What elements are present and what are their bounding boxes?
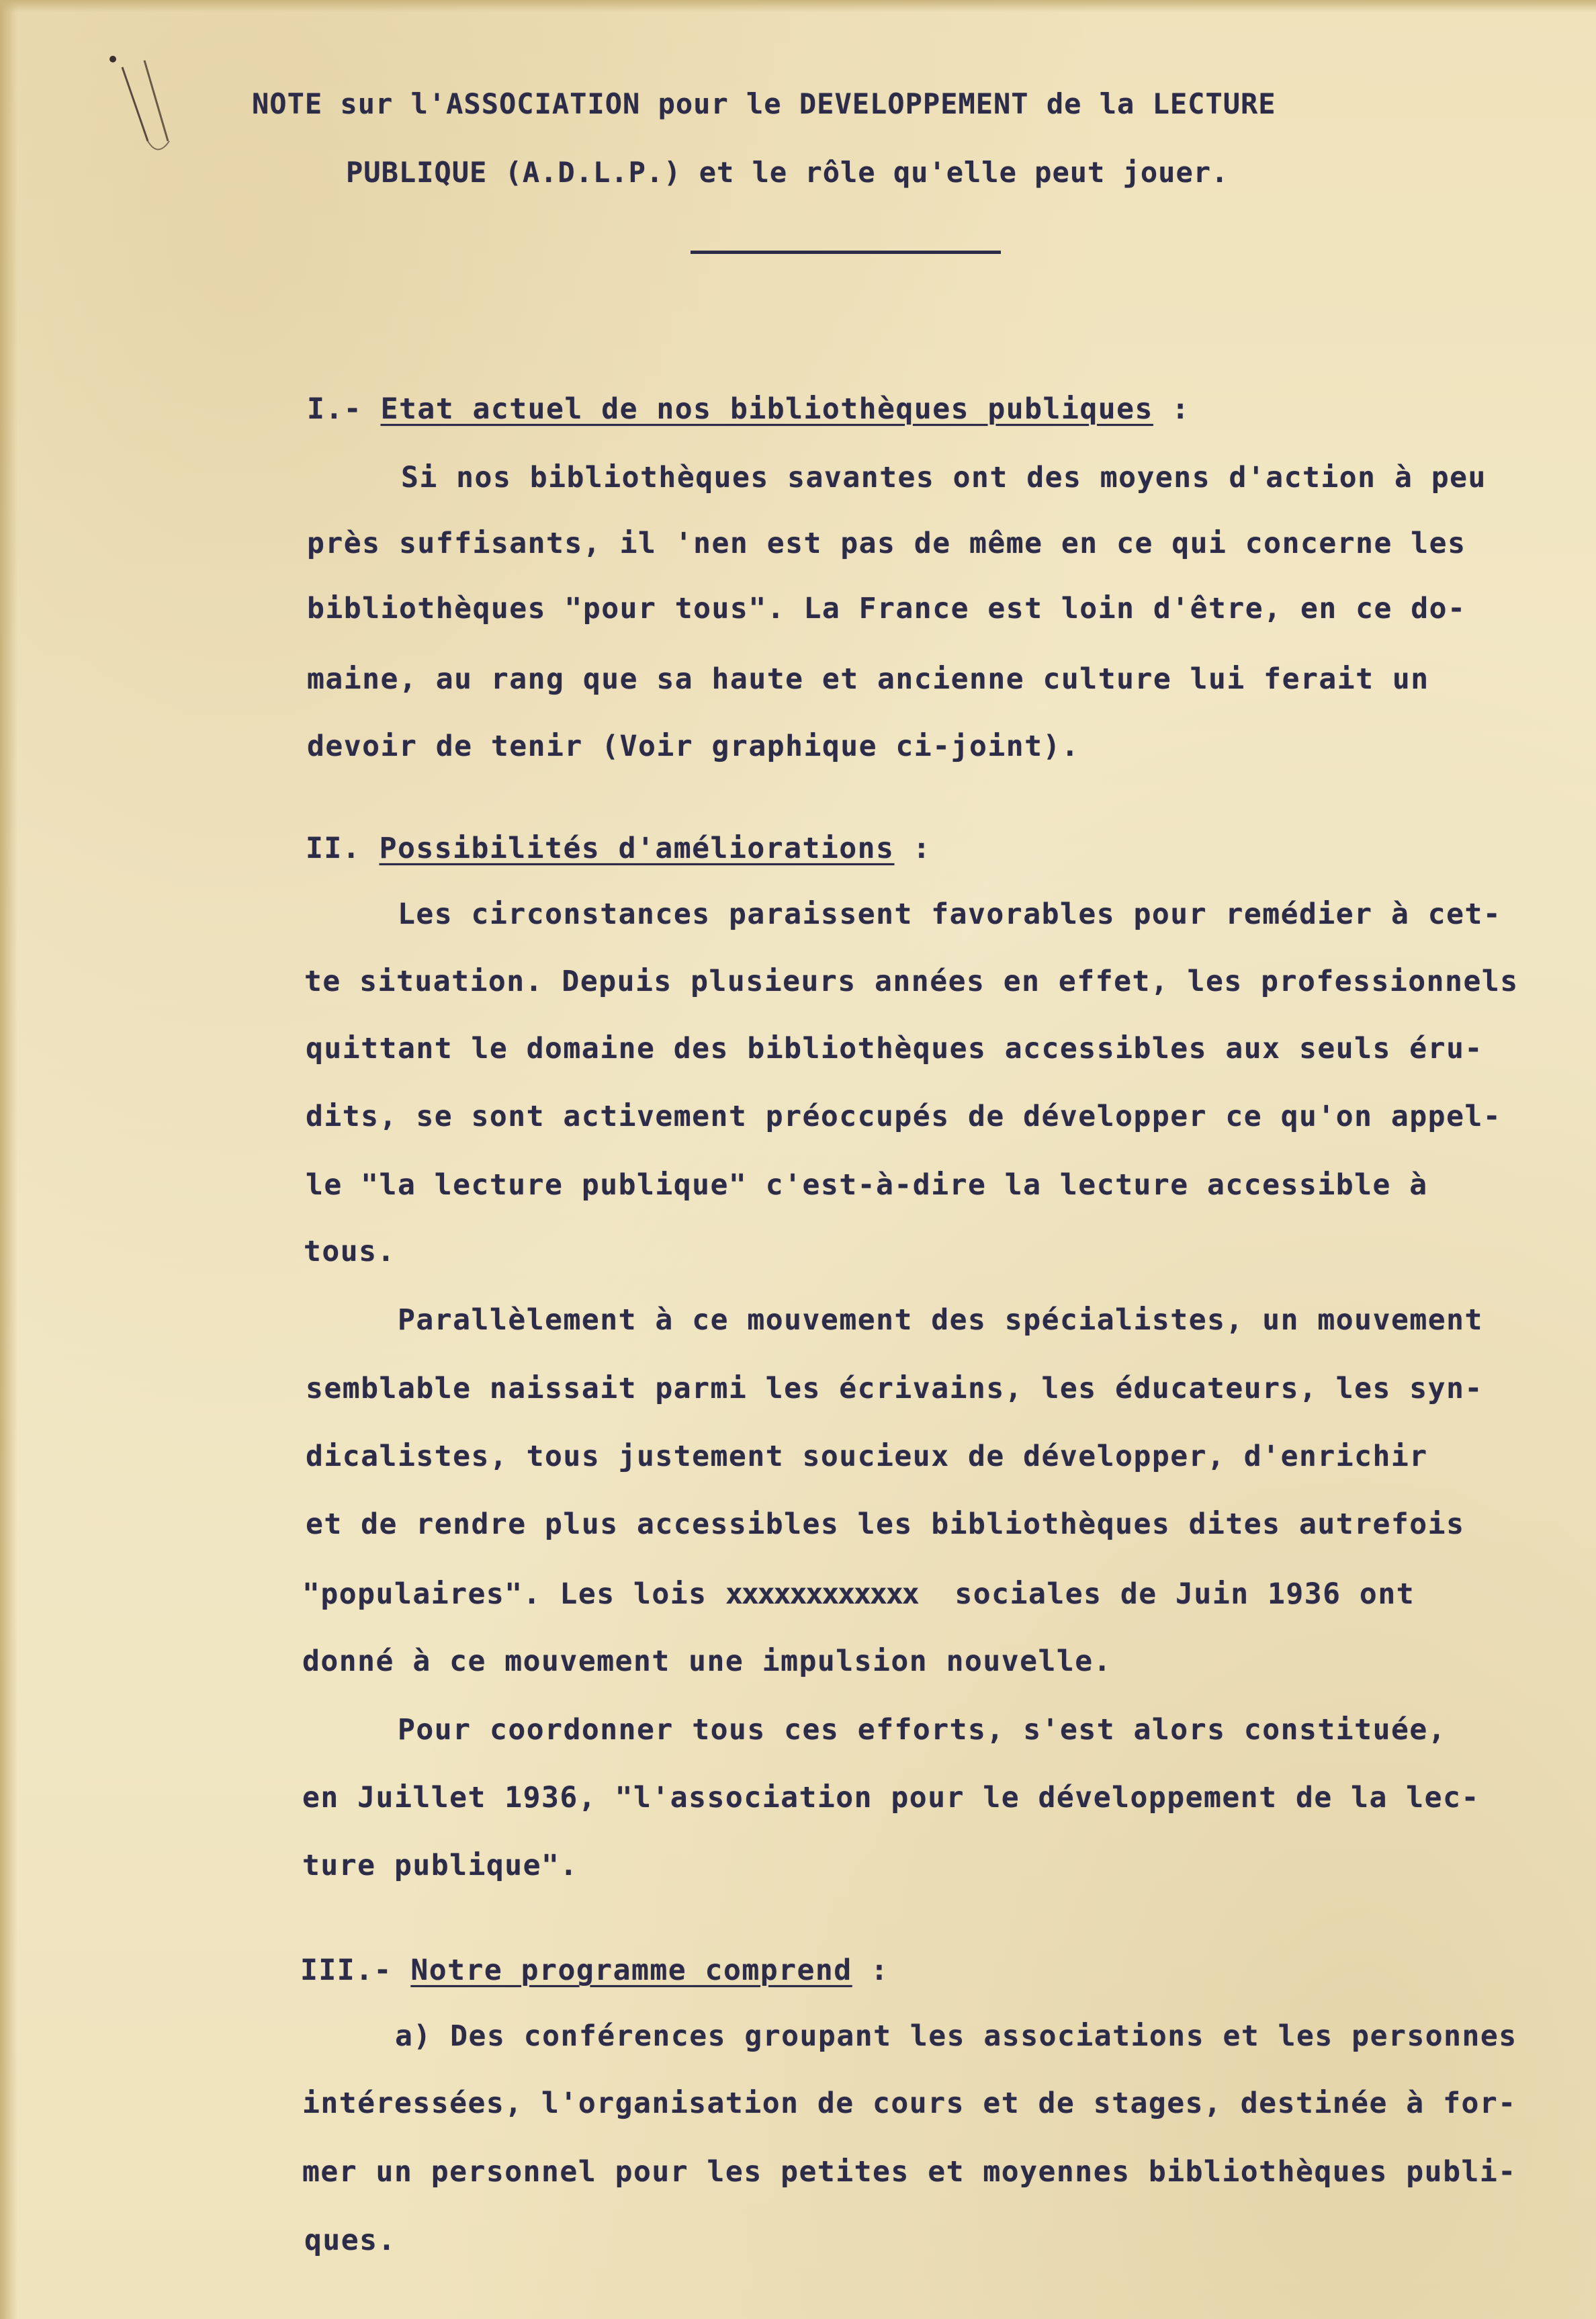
section-1-line: maine, au rang que sa haute et ancienne culture lui ferait un <box>307 662 1429 696</box>
section-1-heading <box>307 392 1190 426</box>
section-2-line: dicalistes, tous justement soucieux de développer, d'enrichir <box>306 1440 1428 1473</box>
section-1-heading-colon: : <box>1153 392 1190 426</box>
section-2-line: et de rendre plus accessibles les bibliothèques dites autrefois <box>306 1507 1465 1541</box>
section-2-number: II. <box>306 832 380 865</box>
line-start: "populaires". Les lois <box>302 1577 725 1611</box>
paper-edge-top <box>0 0 1596 12</box>
struck-out-word: xxxxxxxxxxxx <box>725 1577 918 1611</box>
section-3-line: a) Des conférences groupant les associations et les personnes <box>395 2019 1517 2053</box>
paper-edge-left <box>0 0 17 2319</box>
section-2-line: quittant le domaine des bibliothèques accessibles aux seuls éru- <box>306 1032 1483 1065</box>
section-2-line: ture publique". <box>302 1849 578 1882</box>
section-3-line: ques. <box>304 2224 396 2257</box>
section-2-line: tous. <box>304 1235 396 1268</box>
section-2-line: dits, se sont activement préoccupés de développer ce qu'on appel- <box>306 1100 1502 1133</box>
title-separator-rule <box>691 251 1001 254</box>
section-1-line: Si nos bibliothèques savantes ont des moyens d'action à peu <box>401 461 1487 494</box>
title-line-1: NOTE sur l'ASSOCIATION pour le DEVELOPPEMENT de la LECTURE <box>252 87 1276 120</box>
section-1-line: bibliothèques "pour tous". La France est loin d'être, en ce do- <box>307 592 1466 625</box>
section-2-line-with-strikeout <box>302 1577 1415 1611</box>
section-3-line: mer un personnel pour les petites et moyennes bibliothèques publi- <box>302 2155 1517 2189</box>
section-3-heading-text: Notre programme comprend <box>410 1954 852 1987</box>
section-3-number: III.- <box>300 1954 411 1987</box>
section-2-line: donné à ce mouvement une impulsion nouvelle. <box>302 1645 1112 1678</box>
section-2-heading-text: Possibilités d'améliorations <box>379 832 895 865</box>
section-1-number: I.- <box>307 392 381 426</box>
section-1-line: près suffisants, il 'nen est pas de même en ce qui concerne les <box>307 527 1466 560</box>
section-2-line: te situation. Depuis plusieurs années en effet, les professionnels <box>304 965 1519 998</box>
section-2-heading <box>306 834 931 863</box>
line-end: sociales de Juin 1936 ont <box>918 1577 1415 1611</box>
section-1-line: devoir de tenir (Voir graphique ci-joint). <box>307 730 1080 763</box>
section-3-line: intéressées, l'organisation de cours et de stages, destinée à for- <box>302 2087 1517 2120</box>
section-2-line: en Juillet 1936, "l'association pour le développement de la lec- <box>302 1781 1480 1814</box>
section-2-line: le "la lecture publique" c'est-à-dire la lecture accessible à <box>306 1168 1428 1202</box>
section-2-line: Pour coordonner tous ces efforts, s'est alors constituée, <box>398 1713 1447 1747</box>
section-2-line: Les circonstances paraissent favorables pour remédier à cet- <box>398 898 1502 931</box>
pin-hole-marks-icon <box>107 40 181 155</box>
section-3-heading <box>300 1956 889 1985</box>
title-line-2: PUBLIQUE (A.D.L.P.) et le rôle qu'elle peut jouer. <box>346 156 1229 189</box>
section-2-line: Parallèlement à ce mouvement des spécialistes, un mouvement <box>398 1303 1483 1337</box>
section-1-heading-text: Etat actuel de nos bibliothèques publiques <box>380 392 1153 426</box>
section-2-line: semblable naissait parmi les écrivains, les éducateurs, les syn- <box>306 1372 1483 1405</box>
section-2-heading-colon: : <box>894 832 932 865</box>
section-3-heading-colon: : <box>852 1954 889 1987</box>
